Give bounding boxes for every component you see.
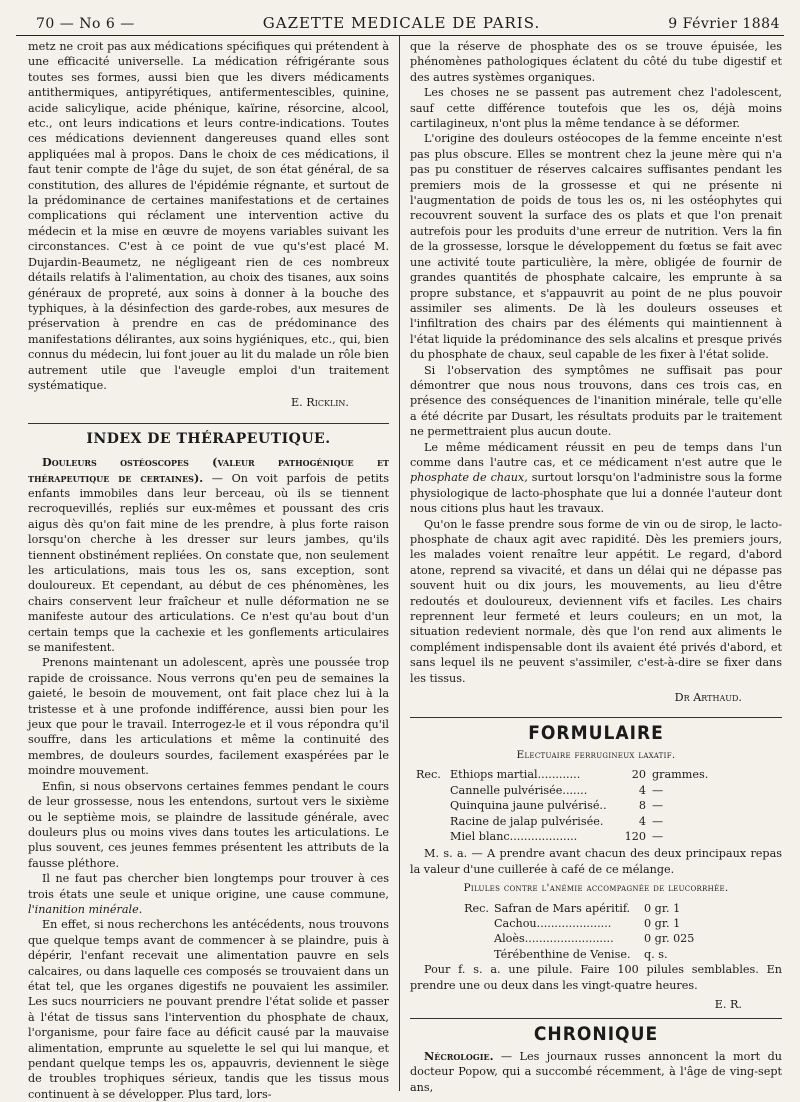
recipe-ing: Aloès......................... [494, 932, 614, 946]
recipe-rx [410, 916, 494, 931]
entry-text: — On voit parfois de petits enfants immobiles dans leur berceau, où ils se tiennent recroquevillés, repliés sur eux-mêmes et poussant des cris aigus dès qu'on fait mine de les prendre, à plus forte raison lorsqu'on cherche à les dresser sur leurs jambes, qu'ils tiennent obstinément repliées. On constate que, non seulement les articulations, mais tous les os, sans exception, sont douloureux. Et cependant, au début de ces phénomènes, les chairs conservent leur fraîcheur et nulle déformation ne se manifeste autour des articulations. Ce n'est qu'au bout d'un certain temps que la cachexie et les gonflements articulaires se manifestent. [28, 471, 390, 655]
chronique-title: CHRONIQUE [533, 1023, 659, 1046]
right-column [400, 36, 784, 1094]
recipe-row [410, 947, 782, 962]
index-paragraph: Qu'on le fasse prendre sous forme de vin ou de sirop, le lacto-phosphate de chaux agit avec rapidité. Dès les premiers jours, les malades voient renaître leur appétit. Le regard, d'abord atone, reprend sa vivacité, et dans un délai qui ne dépasse pas souvent huit ou dix jours, les mouvements, au lieu d'être redoutés et douloureux, deviennent vifs et faciles. Les chairs reprennent leur fermeté et leurs couleurs; en un mot, la situation redevient normale, dès que l'on rend aux aliments le complément indispensable dont ils avaient été privés d'abord, et sans lequel ils ne peuvent s'assimiler, c'est-à-dire se fixer dans les tissus. [410, 517, 782, 685]
recipe-row [416, 767, 782, 782]
recipe-instructions: M. s. a. — A prendre avant chacun des deux principaux repas la valeur d'une cuillerée à café de ce mélange. [410, 847, 782, 876]
left-column [16, 36, 400, 1101]
recipe-qty: 120 [624, 829, 646, 843]
recipe-ing: Cannelle pulvérisée....... [450, 783, 588, 797]
recipe-unit: — [652, 783, 664, 797]
recipe-rx [410, 931, 494, 946]
chronique-paragraph [410, 1049, 782, 1095]
italic-term: phosphate de chaux, [410, 471, 528, 485]
author-signature: E. R. [714, 997, 742, 1011]
columns [16, 36, 784, 1101]
recipe-qty: 0 gr. 025 [644, 932, 695, 946]
index-paragraph: Enfin, si nous observons certaines femmes pendant le cours de leur grossesse, nous les entendons, surtout vers le sixième ou le septième mois, se plaindre de lassitude générale, avec douleurs plus ou moins vives dans toutes les articulations. Le plus souvent, ces jeunes femmes présentent les attributs de la fausse pléthore. [28, 779, 389, 870]
index-paragraph: Si l'observation des symptômes ne suffisait pas pour démontrer que nous nous trouvons, dans ces trois cas, en présence des conséquences de l'inanition minérale, telle qu'elle a été décrite par Dusart, les résultats produits par le traitement ne permettraient plus aucun doute. [410, 363, 782, 439]
journal-title: GAZETTE MEDICALE DE PARIS. [262, 14, 541, 32]
recipe-qty: 8 [638, 799, 646, 813]
paragraph-text: surtout lorsqu'on l'administre sous la forme physiologique de lacto-phosphate que lui a donnée l'auteur dont nous citions plus haut les travaux. [410, 471, 782, 516]
recipe-rx: Rec. [416, 768, 441, 782]
recipe-row [410, 916, 782, 931]
recipe-ing: Térébenthine de Venise. [494, 947, 631, 961]
recipe-electuaire [416, 767, 782, 844]
recipe-pilules [410, 901, 782, 963]
recipe-qty: 4 [638, 814, 646, 828]
recipe-rx [416, 798, 450, 813]
recipe-qty: 20 [631, 768, 646, 782]
section-divider [410, 717, 782, 718]
recipe-row [416, 798, 782, 813]
recipe-unit: grammes. [652, 768, 709, 782]
section-divider [410, 1018, 782, 1019]
recipe-ing: Ethiops martial............ [450, 768, 581, 782]
author-signature: E. Ricklin. [291, 396, 349, 410]
recipe-title: Electuaire ferrugineux laxatif. [516, 748, 676, 761]
recipe-rx [410, 947, 494, 962]
recipe-ing: Safran de Mars apéritif. [494, 901, 631, 915]
page-header [16, 14, 784, 36]
article-paragraph: metz ne croit pas aux médications spécifiques qui prétendent à une efficacité universelle. La médication réfrigérante sous toutes ses formes, aussi bien que les divers médicaments antithermiques, antipyrétiques, antifermentescibles, quinine, acide salicylique, acide phénique, kaïrine, résorcine, alcool, etc., ont leurs indications et leurs contre-indications. Toutes ces médications deviennent dangereuses quand elles sont appliquées mal à propos. Dans le choix de ces médications, il faut tenir compte de l'âge du sujet, de son état général, de sa constitution, des allures de l'épidémie régnante, et surtout de la prédominance de certaines manifestations et de certaines complications qui réclament une intervention active du médecin et la mise en œuvre de moyens variables suivant les circonstances. C'est à ce point de vue qu's'est placé M. Dujardin-Beaumetz, ne négligeant rien de ces nombreux détails relatifs à l'alimentation, au choix des tisanes, aux soins généraux de propreté, aux soins à donner à la bouche des typhiques, à la désinfection des garde-robes, aux mesures de préservation à prendre en cas de prédominance des manifestations délirantes, aux soins hygiéniques, etc., qui, bien connus du médecin, lui font jouer au lit du malade un rôle bien autrement utile que l'aveugle emploi d'un traitement systématique. [28, 40, 389, 392]
entry-text: — Les journaux russes annoncent la mort du docteur Popow, qui a succombé récemment, à l'âge de ving-sept ans, [410, 1049, 782, 1094]
recipe-rx: Rec. [464, 901, 489, 915]
recipe-row [416, 783, 782, 798]
issue-date: 9 Février 1884 [668, 16, 780, 32]
section-divider [28, 423, 389, 424]
recipe-row [410, 901, 782, 916]
recipe-rx [416, 814, 450, 829]
index-paragraph: que la réserve de phosphate des os se trouve épuisée, les phénomènes pathologiques éclatent du côté du tube digestif et des autres systèmes organiques. [410, 40, 782, 84]
author-signature: Dr Arthaud. [674, 691, 742, 705]
recipe-row [410, 931, 782, 946]
recipe-ing: Cachou..................... [494, 916, 612, 930]
recipe-qty: 4 [638, 783, 646, 797]
recipe-qty: 0 gr. 1 [644, 901, 681, 915]
recipe-unit: — [652, 814, 664, 828]
italic-term: l'inanition minérale. [28, 902, 143, 916]
paragraph-text: Il ne faut pas chercher bien longtemps pour trouver à ces trois états une seule et unique origine, une cause commune, [28, 872, 389, 901]
recipe-rx [416, 783, 450, 798]
index-title: INDEX DE THÉRAPEUTIQUE. [86, 430, 331, 447]
recipe-ing: Miel blanc................... [450, 829, 578, 843]
index-paragraph [28, 455, 389, 655]
recipe-ing: Racine de jalap pulvérisée. [450, 814, 604, 828]
index-paragraph: Prenons maintenant un adolescent, après une poussée trop rapide de croissance. Nous verrons qu'en peu de semaines la gaieté, le besoin de mouvement, ont fait place chez lui à la tristesse et à une profonde indifférence, aussi bien pour les jeux que pour le travail. Interrogez-le et il vous répondra qu'il souffre, dans les articulations et même la continuité des membres, de douleurs sourdes, facilement exaspérées par le moindre mouvement. [28, 656, 389, 778]
recipe-row [416, 814, 782, 829]
index-paragraph [410, 440, 782, 517]
recipe-ing: Quinquina jaune pulvérisé.. [450, 799, 607, 813]
page-number: 70 — No 6 — [36, 16, 135, 32]
entry-lead: Nécrologie. [424, 1048, 494, 1063]
index-paragraph: L'origine des douleurs ostéocopes de la femme enceinte n'est pas plus obscure. Elles se montrent chez la jeune mère qui n'a pas pu constituer de réserves calcaires suffisantes pendant les premiers mois de la grossesse et qui ne présente ni l'augmentation de poids de tous les os, ni les ostéophytes qui recouvrent souvent la surface des os plats et que l'on prenait autrefois pour les produits d'une erreur de nutrition. Vers la fin de la grossesse, lorsque le développement du fœtus se fait avec une activité toute particulière, la mère, obligée de fournir de grandes quantités de phosphate calcaire, les emprunte à sa propre substance, et s'appauvrit au point de ne plus pouvoir assimiler ses aliments. De là les douleurs osseuses et l'infiltration des chairs par des éléments qui maintiennent à l'état liquide la prédominance des sels alcalins et presque privés du phosphate de chaux, seul capable de les fixer à l'état solide. [410, 132, 782, 362]
index-paragraph: En effet, si nous recherchons les antécédents, nous trouvons que quelque temps avant de commencer à se plaindre, puis à dépérir, l'enfant recevait une alimentation pauvre en sels calcaires, ou dans laquelle ces composés se trouvaient dans un état tel, que les organes digestifs ne pouvaient les assimiler. Les sucs nourriciers ne pouvant prendre l'état solide et passer à l'état de tissus sans l'intervention du phosphate de chaux, l'organisme, pour faire face au déficit causé par la mauvaise alimentation, emprunte au squelette le sel qui lui manque, et pendant quelque temps les os, appauvris, deviennent le siège de troubles trophiques sérieux, tandis que les tissus mous continuent à se développer. Plus tard, lors- [28, 918, 389, 1101]
recipe-title: Pilules contre l'anémie accompagnée de leucorrhée. [463, 882, 729, 895]
paragraph-text: Le même médicament réussit en peu de temps dans l'un comme dans l'autre cas, et ce médicament n'est autre que le [410, 440, 782, 469]
entry-lead: Douleurs ostéoscopes (valeur pathogénique et thérapeutique de certaines). [28, 455, 389, 485]
formulaire-title: FORMULAIRE [528, 722, 664, 745]
recipe-unit: — [652, 799, 664, 813]
recipe-row [416, 829, 782, 844]
index-paragraph: Les choses ne se passent pas autrement chez l'adolescent, sauf cette différence toutefois que les os, déjà moins cartilagineux, n'ont plus la même tendance à se déformer. [410, 86, 782, 131]
index-paragraph [28, 871, 389, 917]
recipe-instructions: Pour f. s. a. une pilule. Faire 100 pilules semblables. En prendre une ou deux dans les vingt-quatre heures. [410, 963, 782, 992]
recipe-qty: q. s. [644, 947, 668, 961]
recipe-unit: — [652, 829, 664, 843]
recipe-qty: 0 gr. 1 [644, 916, 681, 930]
recipe-rx [416, 829, 450, 844]
